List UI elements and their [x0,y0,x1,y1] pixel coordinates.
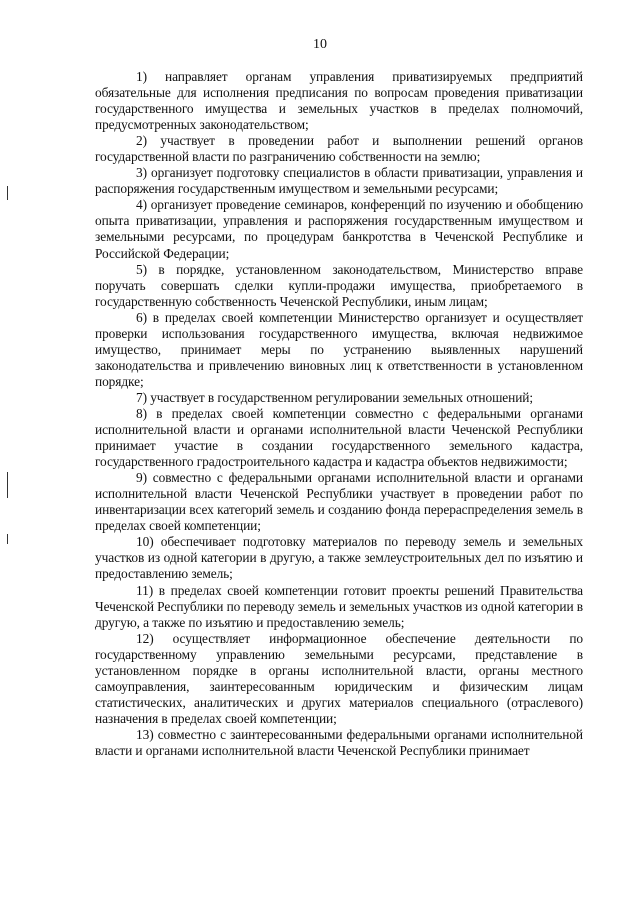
scan-edge-mark [7,534,8,544]
list-item-7: 7) участвует в государственном регулировании земельных отношений; [136,389,533,405]
page-number: 10 [313,37,327,52]
list-item-8: 8) в пределах своей компетенции совместно с федеральными органами исполнительной власти и органами исполнительной власти Чеченской Республики принимает участие в создании государственного земельного кадастра, государственного градостроительного кадастра и кадастра объектов недвижимости; [95,405,583,470]
list-item-13: 13) совместно с заинтересованными федеральными органами исполнительной власти и органами исполнительной власти Чеченской Республики принимает [95,726,583,758]
scan-edge-mark [7,472,8,498]
list-item-4: 4) организует проведение семинаров, конференций по изучению и обобщению опыта приватизации, управления и распоряжения государственным имуществом и земельными ресурсами, по процедурам банкротства в Чеченской Республике и Российской Федерации; [95,197,583,261]
list-item-3: 3) организует подготовку специалистов в области приватизации, управления и распоряжения государственным имуществом и земельными ресурсами; [95,165,583,197]
list-item-10: 10) обеспечивает подготовку материалов по переводу земель и земельных участков из одной категории в другую, а также землеустроительных дел по изъятию и предоставлению земель; [95,534,583,582]
list-item-2: 2) участвует в проведении работ и выполнении решений органов государственной власти по разграничению собственности на землю; [95,133,583,165]
document-body [95,69,583,759]
list-item-5: 5) в порядке, установленном законодательством, Министерство вправе поручать совершать сделки купли-продажи имущества, приобретаемого в государственную собственность Чеченской Республики, иным лицам; [95,261,583,309]
list-item-11: 11) в пределах своей компетенции готовит проекты решений Правительства Чеченской Республики по переводу земель и земельных участков из одной категории в другую, а также по изъятию и предоставлению земель; [95,582,583,630]
list-item-6: 6) в пределах своей компетенции Министерство организует и осуществляет проверки использования государственного имущества, включая недвижимое имущество, принимает меры по устранению выявленных нарушений законодательства и привлечению виновных лиц к ответственности в установленном порядке; [95,309,583,389]
list-item-12: 12) осуществляет информационное обеспечение деятельности по государственному управлению земельными ресурсами, представление в установленном порядке в органы исполнительной власти, органы местного самоуправления, заинтересованным юридическим и физическим лицам статистических, аналитических и других материалов специального (отраслевого) назначения в пределах своей компетенции; [95,630,583,726]
list-item-9: 9) совместно с федеральными органами исполнительной власти и органами исполнительной власти Чеченской Республики участвует в проведении работ по инвентаризации всех категорий земель и созданию фонда перераспределения земель в пределах своей компетенции; [95,470,583,534]
scan-edge-mark [7,186,8,200]
list-item-1: 1) направляет органам управления приватизируемых предприятий обязательные для исполнения предписания по вопросам проведения приватизации государственного имущества и земельных участков в пределах полномочий, предусмотренных законодательством; [95,69,583,133]
